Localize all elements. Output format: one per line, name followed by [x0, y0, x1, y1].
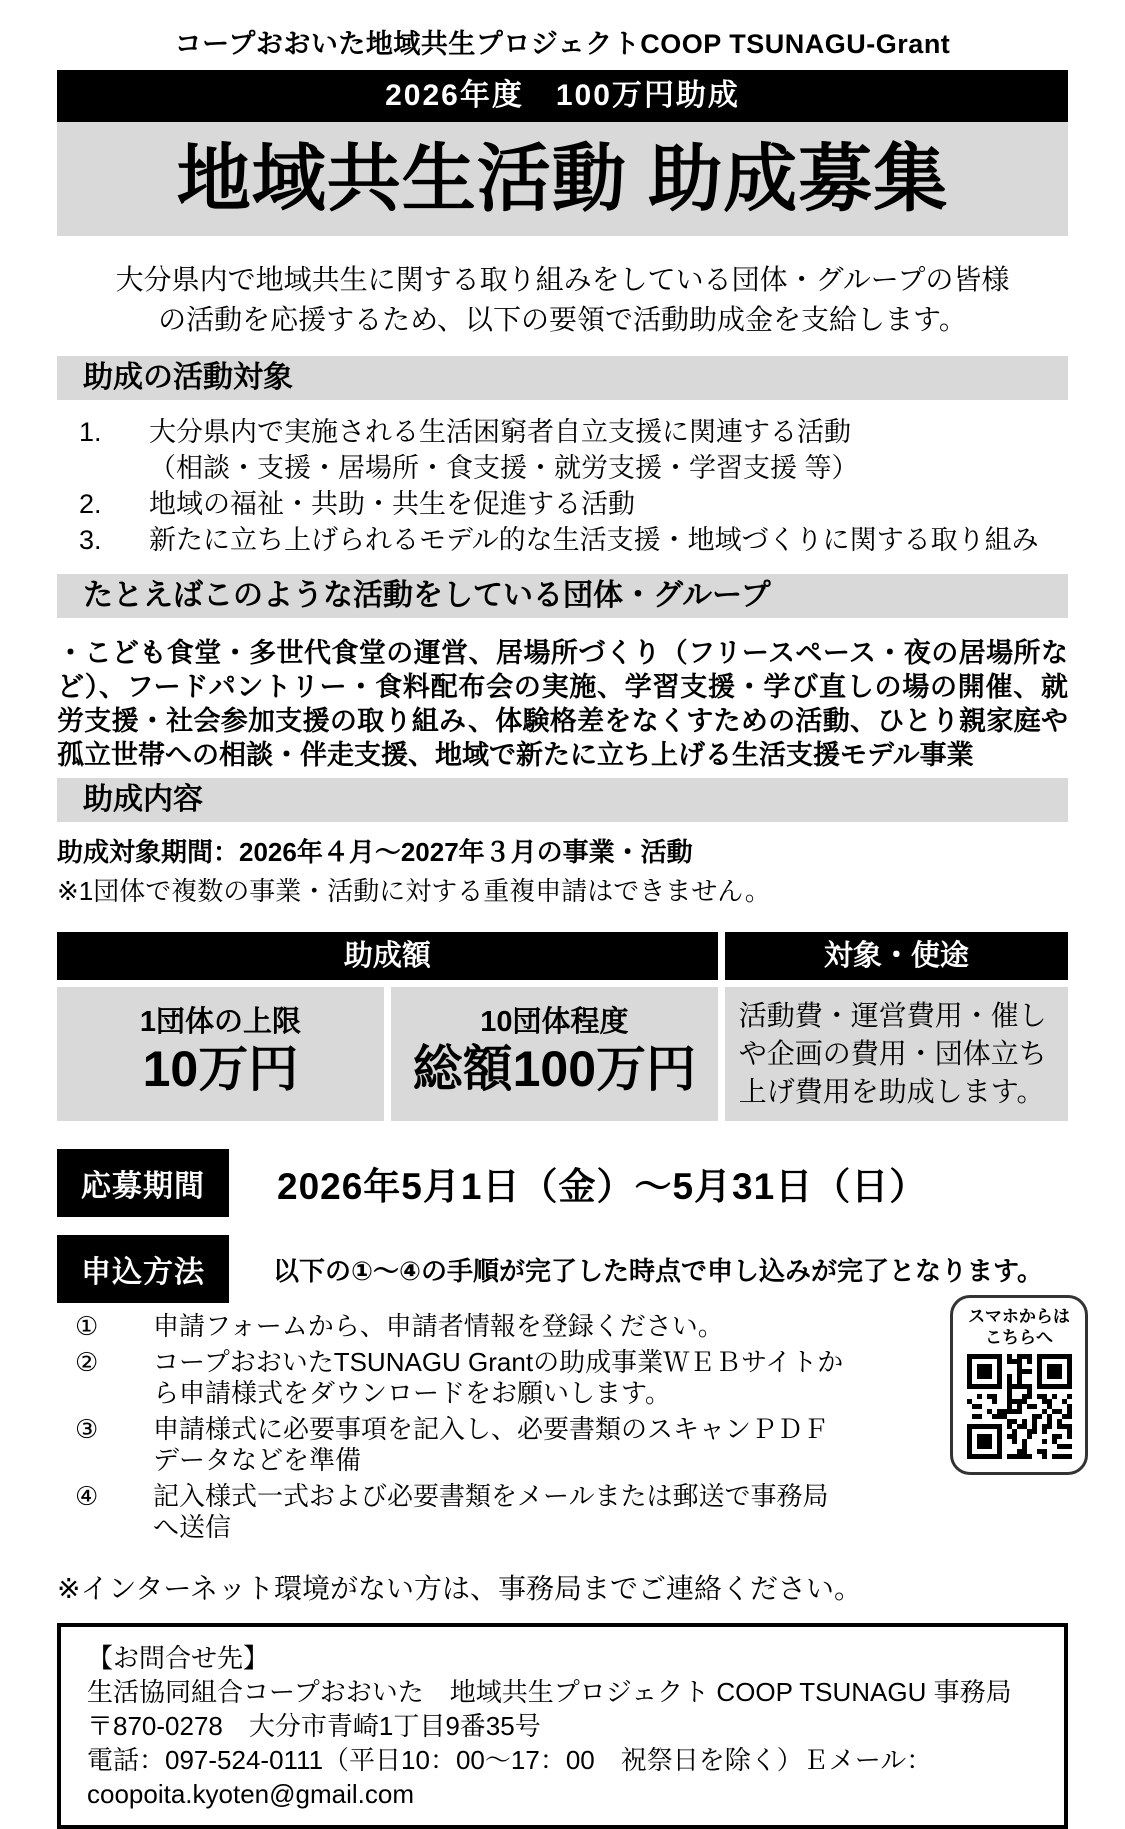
step-4-text: 記入様式一式および必要書類をメールまたは郵送で事務局へ送信	[153, 1481, 829, 1542]
step-1	[75, 1311, 853, 1342]
application-period-value: 2026年5月1日（金）～5月31日（日）	[277, 1166, 928, 1207]
step-4-marker: ④	[75, 1481, 99, 1511]
application-period-row	[57, 1149, 1068, 1217]
qr-label-line-2: こちらへ	[985, 1328, 1053, 1347]
table-cell-per-group	[57, 987, 384, 1121]
table-header-usage: 対象・使途	[725, 932, 1068, 980]
section-heading-content: 助成内容	[57, 778, 1068, 822]
section-heading-targets: 助成の活動対象	[57, 356, 1068, 400]
step-3-marker: ③	[75, 1414, 99, 1444]
qr-label-line-1: スマホからは	[968, 1307, 1070, 1326]
section-grant-targets	[57, 356, 1068, 558]
target-item-2-text: 地域の福祉・共助・共生を促進する活動	[149, 489, 635, 519]
flyer-page	[0, 22, 1125, 1809]
step-1-marker: ①	[75, 1311, 99, 1341]
application-steps-area	[57, 1307, 1070, 1543]
target-list	[57, 414, 1068, 558]
step-1-text: 申請フォームから、申請者情報を登録ください。	[153, 1311, 724, 1341]
contact-box	[57, 1623, 1068, 1829]
target-item-1-line: 大分県内で実施される生活困窮者自立支援に関連する活動	[149, 417, 851, 447]
smartphone-qr-panel	[950, 1295, 1088, 1475]
example-activities-text: ・こども食堂・多世代食堂の運営、居場所づくり（フリースペース・夜の居場所など）、フードパントリー・食料配布会の実施、学習支援・学び直しの場の開催、就労支援・社会参加支援の取り組み、体験格差をなくすための活動、ひとり親家庭や孤立世帯への相談・伴走支援、地域で新たに立ち上げる生活支援モデル事業	[57, 638, 1068, 770]
grant-period-text: 助成対象期間：2026年４月～2027年３月の事業・活動	[57, 837, 693, 867]
step-3	[75, 1414, 853, 1476]
step-4	[75, 1481, 853, 1543]
table-cell-total	[391, 987, 718, 1121]
application-method-intro: 以下の①～④の手順が完了した時点で申し込みが完了となります。	[273, 1255, 1043, 1286]
page-title: 地域共生活動 助成募集	[57, 122, 1068, 236]
table-cell-usage: 活動費・運営費用・催しや企画の費用・団体立ち上げ費用を助成します。	[725, 987, 1068, 1121]
target-item-2	[79, 486, 1068, 522]
step-2-marker: ②	[75, 1347, 99, 1377]
section-example-groups	[57, 574, 1068, 772]
application-steps-list	[57, 1311, 1068, 1543]
per-group-label: 1団体の上限	[139, 1006, 301, 1038]
contact-phone-email: 電話：097-524-0111（平日10：00～17：00 祝祭日を除く）Ｅメール：coopoita.kyoten@gmail.com	[87, 1745, 933, 1809]
intro-text	[57, 260, 1068, 340]
grant-table	[57, 932, 1068, 1121]
target-item-1-marker: 1.	[79, 417, 102, 447]
year-amount-banner: 2026年度 100万円助成	[57, 70, 1068, 122]
target-item-3	[79, 522, 1068, 558]
section-heading-examples: たとえばこのような活動をしている団体・グループ	[57, 574, 1068, 618]
target-item-1	[79, 414, 1068, 486]
intro-line-1: 大分県内で地域共生に関する取り組みをしている団体・グループの皆様	[115, 264, 1010, 295]
application-method-label: 申込方法	[57, 1235, 229, 1303]
application-method-row	[57, 1235, 1068, 1303]
target-item-1-text	[149, 414, 1068, 486]
target-item-1-subline: （相談・支援・居場所・食支援・就労支援・学習支援 等）	[149, 453, 859, 483]
qr-label	[953, 1306, 1085, 1348]
project-name: コープおおいた地域共生プロジェクトCOOP TSUNAGU-Grant	[174, 29, 951, 59]
step-2	[75, 1347, 853, 1409]
per-group-amount: 10万円	[142, 1041, 299, 1097]
qr-code	[967, 1354, 1072, 1459]
intro-line-2: の活動を応援するため、以下の要領で活動助成金を支給します。	[158, 304, 967, 335]
target-item-2-marker: 2.	[79, 489, 102, 519]
step-3-text: 申請様式に必要事項を記入し、必要書類のスキャンＰＤＦデータなどを準備	[153, 1414, 830, 1475]
contact-heading: 【お問合せ先】	[87, 1643, 270, 1673]
duplicate-application-note: ※1団体で複数の事業・活動に対する重複申請はできません。	[57, 876, 771, 906]
total-amount: 総額100万円	[412, 1041, 697, 1097]
no-internet-note: ※インターネット環境がない方は、事務局までご連絡ください。	[57, 1573, 862, 1604]
target-item-3-marker: 3.	[79, 525, 102, 555]
application-period-label: 応募期間	[57, 1149, 229, 1217]
contact-address: 〒870-0278 大分市青崎1丁目9番35号	[87, 1711, 541, 1741]
section-grant-content	[57, 778, 1068, 1121]
total-groups-label: 10団体程度	[480, 1006, 629, 1038]
target-item-3-text: 新たに立ち上げられるモデル的な生活支援・地域づくりに関する取り組み	[149, 525, 1039, 555]
contact-organization: 生活協同組合コープおおいた 地域共生プロジェクト COOP TSUNAGU 事務局	[87, 1677, 1012, 1707]
step-2-text: コープおおいたTSUNAGU Grantの助成事業ＷＥＢサイトから申請様式をダウンロードをお願いします。	[153, 1347, 844, 1408]
table-header-amount: 助成額	[57, 932, 718, 980]
